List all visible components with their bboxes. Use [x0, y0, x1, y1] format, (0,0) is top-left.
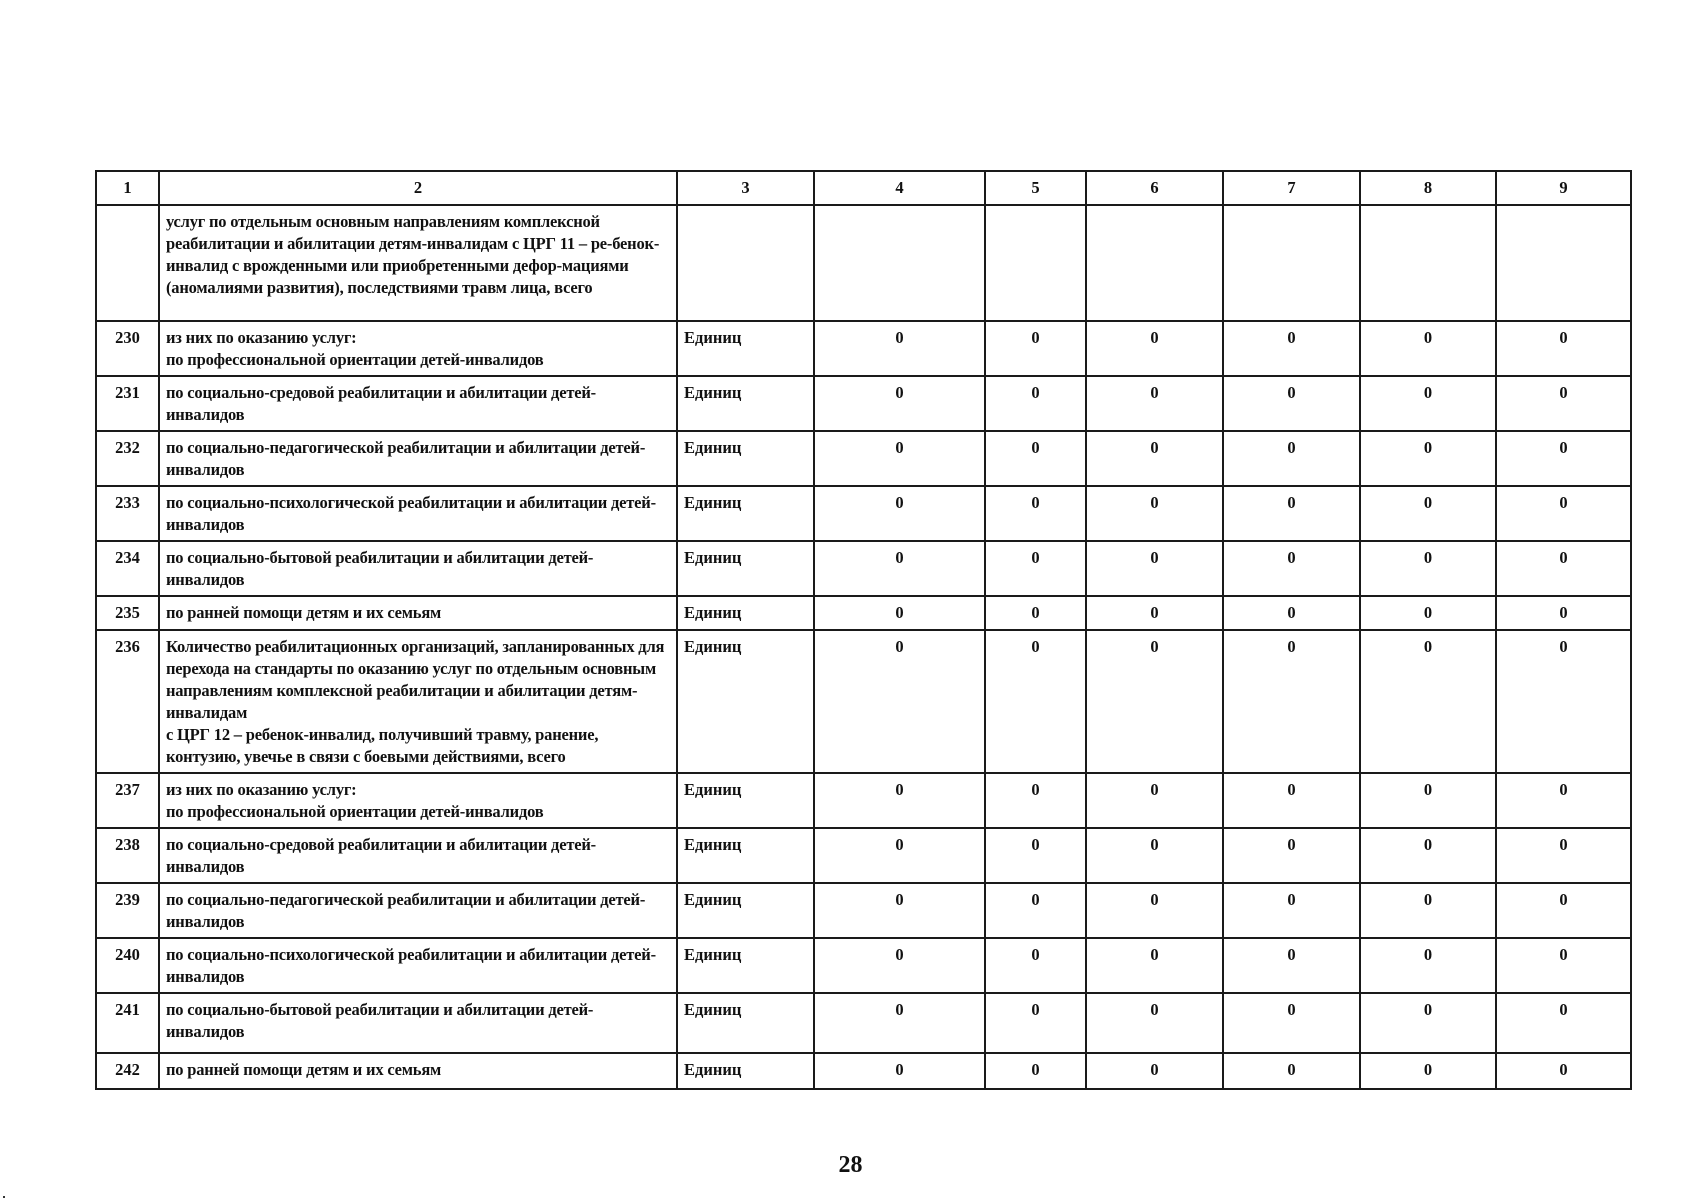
row-unit: Единиц	[677, 1053, 814, 1089]
row-value: 0	[985, 376, 1086, 431]
row-value: 0	[1496, 630, 1631, 773]
row-value: 0	[1360, 431, 1496, 486]
row-value: 0	[814, 828, 985, 883]
row-unit: Единиц	[677, 376, 814, 431]
table-row	[96, 938, 1631, 993]
row-unit: Единиц	[677, 596, 814, 630]
row-value: 0	[814, 773, 985, 828]
table-row	[96, 630, 1631, 773]
row-value: 0	[1086, 1053, 1223, 1089]
row-value: 0	[814, 630, 985, 773]
row-value: 0	[1223, 541, 1360, 596]
row-value: 0	[985, 828, 1086, 883]
table-row	[96, 486, 1631, 541]
row-value: 0	[1086, 541, 1223, 596]
row-description: Количество реабилитационных организаций, запланированных для перехода на стандарты по оказанию услуг по отдельным основным направлениям комплексной реабилитации и абилитации детям-инвалидам с ЦРГ 12 – ребенок-инвалид, получивший травму, ранение, контузию, увечье в связи с боевыми действиями, всего	[159, 630, 677, 773]
row-value	[1086, 205, 1223, 321]
row-value: 0	[1223, 1053, 1360, 1089]
row-value: 0	[1086, 828, 1223, 883]
column-header: 8	[1360, 171, 1496, 205]
row-unit: Единиц	[677, 541, 814, 596]
row-value: 0	[1360, 486, 1496, 541]
row-value: 0	[814, 938, 985, 993]
row-number: 236	[96, 630, 159, 773]
row-value: 0	[1360, 321, 1496, 376]
row-value: 0	[1086, 431, 1223, 486]
row-value: 0	[1496, 596, 1631, 630]
row-value: 0	[1360, 773, 1496, 828]
row-value: 0	[985, 541, 1086, 596]
row-value: 0	[1360, 938, 1496, 993]
row-unit: Единиц	[677, 630, 814, 773]
row-value: 0	[985, 1053, 1086, 1089]
row-value: 0	[985, 630, 1086, 773]
row-value: 0	[1223, 828, 1360, 883]
row-value: 0	[1360, 828, 1496, 883]
row-value: 0	[1086, 376, 1223, 431]
row-value: 0	[1360, 596, 1496, 630]
row-value: 0	[1496, 773, 1631, 828]
row-value: 0	[1086, 486, 1223, 541]
row-value: 0	[814, 431, 985, 486]
row-value: 0	[1496, 541, 1631, 596]
row-number: 234	[96, 541, 159, 596]
table-row	[96, 773, 1631, 828]
row-value: 0	[1496, 486, 1631, 541]
row-description: по социально-психологической реабилитации и абилитации детей-инвалидов	[159, 486, 677, 541]
row-value: 0	[1360, 630, 1496, 773]
row-description: из них по оказанию услуг: по профессиональной ориентации детей-инвалидов	[159, 773, 677, 828]
row-description: по социально-средовой реабилитации и абилитации детей-инвалидов	[159, 828, 677, 883]
table-row	[96, 828, 1631, 883]
row-value: 0	[1086, 993, 1223, 1053]
row-value: 0	[814, 596, 985, 630]
table-row	[96, 993, 1631, 1053]
row-value: 0	[814, 883, 985, 938]
row-description: по социально-педагогической реабилитации и абилитации детей-инвалидов	[159, 431, 677, 486]
table-row	[96, 205, 1631, 321]
row-value: 0	[1223, 883, 1360, 938]
row-value: 0	[1223, 321, 1360, 376]
row-description: по ранней помощи детям и их семьям	[159, 596, 677, 630]
row-value: 0	[1223, 938, 1360, 993]
row-unit: Единиц	[677, 828, 814, 883]
row-value	[1360, 205, 1496, 321]
column-header: 2	[159, 171, 677, 205]
row-value: 0	[985, 938, 1086, 993]
row-value: 0	[1360, 1053, 1496, 1089]
row-description: услуг по отдельным основным направлениям комплексной реабилитации и абилитации детям-инвалидам с ЦРГ 11 – ре-бенок-инвалид с врожденными или приобретенными дефор-мациями (аномалиями развития), последствиями травм лица, всего	[159, 205, 677, 321]
table-row	[96, 1053, 1631, 1089]
row-number: 242	[96, 1053, 159, 1089]
row-value: 0	[1496, 321, 1631, 376]
row-description: по ранней помощи детям и их семьям	[159, 1053, 677, 1089]
row-value: 0	[1496, 431, 1631, 486]
row-value: 0	[1496, 828, 1631, 883]
row-value: 0	[814, 321, 985, 376]
row-value: 0	[985, 486, 1086, 541]
column-header: 9	[1496, 171, 1631, 205]
row-unit: Единиц	[677, 938, 814, 993]
column-header: 6	[1086, 171, 1223, 205]
row-description: по социально-бытовой реабилитации и абилитации детей-инвалидов	[159, 993, 677, 1053]
row-description: по социально-педагогической реабилитации и абилитации детей-инвалидов	[159, 883, 677, 938]
row-value: 0	[985, 883, 1086, 938]
row-value: 0	[985, 773, 1086, 828]
row-description: по социально-бытовой реабилитации и абилитации детей-инвалидов	[159, 541, 677, 596]
row-unit: Единиц	[677, 486, 814, 541]
row-description: по социально-психологической реабилитации и абилитации детей-инвалидов	[159, 938, 677, 993]
row-value: 0	[1223, 993, 1360, 1053]
table-row	[96, 541, 1631, 596]
table-row	[96, 321, 1631, 376]
row-value: 0	[814, 376, 985, 431]
column-header: 5	[985, 171, 1086, 205]
row-number: 241	[96, 993, 159, 1053]
row-value: 0	[1360, 993, 1496, 1053]
row-value: 0	[1086, 321, 1223, 376]
row-value: 0	[814, 993, 985, 1053]
page-number: 28	[838, 1152, 863, 1178]
row-unit: Единиц	[677, 321, 814, 376]
table-body	[96, 171, 1631, 1089]
row-value: 0	[814, 486, 985, 541]
row-number: 240	[96, 938, 159, 993]
table-row	[96, 883, 1631, 938]
row-value: 0	[1223, 376, 1360, 431]
column-header: 3	[677, 171, 814, 205]
row-value: 0	[1360, 376, 1496, 431]
row-value: 0	[1086, 630, 1223, 773]
row-value	[814, 205, 985, 321]
scan-speck	[3, 1196, 5, 1198]
row-value: 0	[1496, 1053, 1631, 1089]
row-unit	[677, 205, 814, 321]
row-value: 0	[1223, 431, 1360, 486]
column-header: 4	[814, 171, 985, 205]
row-value	[1496, 205, 1631, 321]
row-unit: Единиц	[677, 431, 814, 486]
row-number: 231	[96, 376, 159, 431]
table-row	[96, 596, 1631, 630]
row-number: 238	[96, 828, 159, 883]
row-value: 0	[1496, 883, 1631, 938]
row-number: 239	[96, 883, 159, 938]
column-header: 1	[96, 171, 159, 205]
row-value: 0	[1496, 993, 1631, 1053]
indicators-table	[95, 170, 1632, 1090]
row-value	[985, 205, 1086, 321]
row-value: 0	[1360, 541, 1496, 596]
row-value: 0	[985, 431, 1086, 486]
row-value: 0	[1223, 630, 1360, 773]
row-description: по социально-средовой реабилитации и абилитации детей-инвалидов	[159, 376, 677, 431]
row-value: 0	[985, 993, 1086, 1053]
row-value: 0	[1360, 883, 1496, 938]
row-number: 233	[96, 486, 159, 541]
row-value: 0	[1086, 596, 1223, 630]
row-value: 0	[1496, 376, 1631, 431]
row-number: 237	[96, 773, 159, 828]
row-value: 0	[1086, 938, 1223, 993]
row-value: 0	[1223, 486, 1360, 541]
row-value: 0	[1086, 773, 1223, 828]
row-description: из них по оказанию услуг: по профессиональной ориентации детей-инвалидов	[159, 321, 677, 376]
row-value: 0	[985, 321, 1086, 376]
row-value: 0	[1223, 773, 1360, 828]
document-sheet	[95, 170, 1630, 1090]
row-unit: Единиц	[677, 773, 814, 828]
row-value	[1223, 205, 1360, 321]
row-value: 0	[1496, 938, 1631, 993]
table-row	[96, 376, 1631, 431]
header-row	[96, 171, 1631, 205]
row-value: 0	[814, 1053, 985, 1089]
row-value: 0	[985, 596, 1086, 630]
row-number	[96, 205, 159, 321]
row-unit: Единиц	[677, 993, 814, 1053]
row-value: 0	[814, 541, 985, 596]
row-value: 0	[1223, 596, 1360, 630]
row-number: 232	[96, 431, 159, 486]
column-header: 7	[1223, 171, 1360, 205]
row-unit: Единиц	[677, 883, 814, 938]
row-number: 235	[96, 596, 159, 630]
row-number: 230	[96, 321, 159, 376]
table-row	[96, 431, 1631, 486]
row-value: 0	[1086, 883, 1223, 938]
